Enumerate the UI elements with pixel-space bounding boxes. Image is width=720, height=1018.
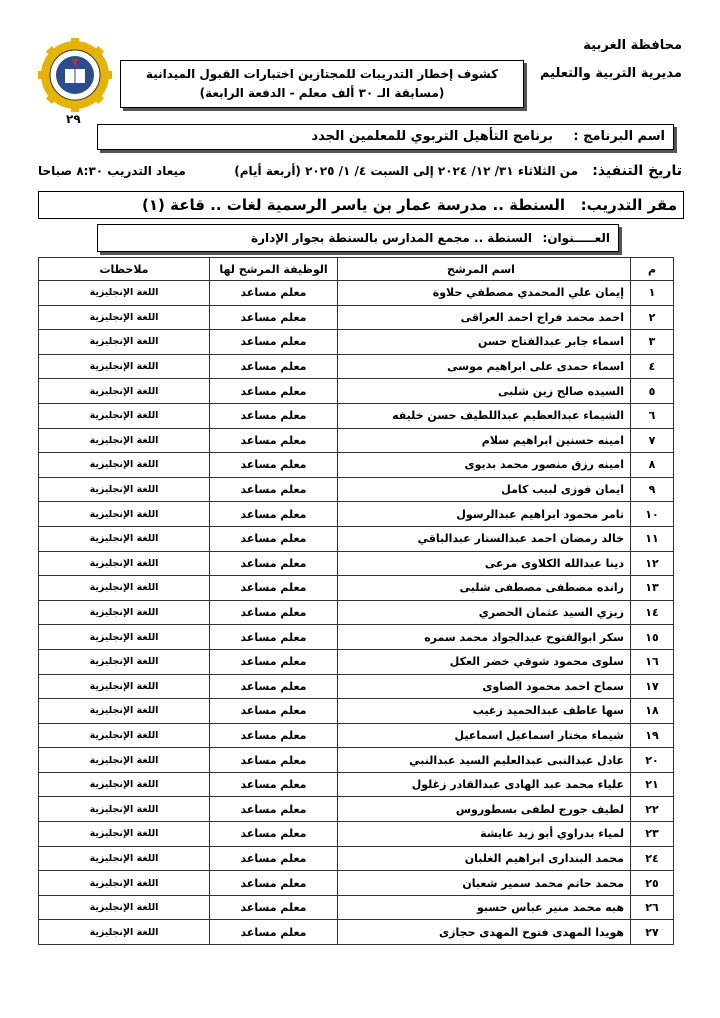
note: اللغة الإنجليزية bbox=[39, 723, 210, 748]
candidate-name: سماح احمد محمود الصاوى bbox=[338, 674, 631, 699]
note: اللغة الإنجليزية bbox=[39, 920, 210, 945]
row-number: ٢ bbox=[631, 305, 674, 330]
table-row bbox=[39, 649, 674, 674]
governorate-name: محافظة الغربية bbox=[583, 38, 682, 53]
position: معلم مساعد bbox=[210, 822, 338, 847]
table-row bbox=[39, 822, 674, 847]
header-notes: ملاحظات bbox=[39, 258, 210, 281]
position: معلم مساعد bbox=[210, 625, 338, 650]
position: معلم مساعد bbox=[210, 895, 338, 920]
row-number: ١٢ bbox=[631, 551, 674, 576]
row-number: ٢١ bbox=[631, 772, 674, 797]
candidate-name: ايمان فوزى لبيب كامل bbox=[338, 477, 631, 502]
note: اللغة الإنجليزية bbox=[39, 379, 210, 404]
table-row bbox=[39, 453, 674, 478]
row-number: ١٠ bbox=[631, 502, 674, 527]
position: معلم مساعد bbox=[210, 477, 338, 502]
row-number: ٢٠ bbox=[631, 748, 674, 773]
position: معلم مساعد bbox=[210, 699, 338, 724]
row-number: ١٣ bbox=[631, 576, 674, 601]
note: اللغة الإنجليزية bbox=[39, 281, 210, 306]
note: اللغة الإنجليزية bbox=[39, 502, 210, 527]
row-number: ٩ bbox=[631, 477, 674, 502]
note: اللغة الإنجليزية bbox=[39, 551, 210, 576]
candidate-name: عادل عبدالنبى عبدالعليم السيد عبدالنبي bbox=[338, 748, 631, 773]
note: اللغة الإنجليزية bbox=[39, 330, 210, 355]
candidate-name: امينه رزق منصور محمد بديوى bbox=[338, 453, 631, 478]
table-row bbox=[39, 305, 674, 330]
training-time: ميعاد التدريب ٨:٣٠ صباحا bbox=[38, 164, 186, 178]
candidates-table bbox=[38, 257, 674, 945]
position: معلم مساعد bbox=[210, 551, 338, 576]
candidate-name: إيمان علي المحمدي مصطفي حلاوة bbox=[338, 281, 631, 306]
note: اللغة الإنجليزية bbox=[39, 600, 210, 625]
position: معلم مساعد bbox=[210, 871, 338, 896]
note: اللغة الإنجليزية bbox=[39, 305, 210, 330]
position: معلم مساعد bbox=[210, 600, 338, 625]
row-number: ٢٤ bbox=[631, 846, 674, 871]
note: اللغة الإنجليزية bbox=[39, 674, 210, 699]
table-row bbox=[39, 428, 674, 453]
table-row bbox=[39, 723, 674, 748]
candidate-name: زيزي السيد عثمان الحصري bbox=[338, 600, 631, 625]
candidate-name: شيماء مختار اسماعيل اسماعيل bbox=[338, 723, 631, 748]
table-row bbox=[39, 600, 674, 625]
document-title: كشوف إخطار التدريبات للمجتازين اختبارات القبول الميدانية bbox=[145, 67, 499, 81]
position: معلم مساعد bbox=[210, 674, 338, 699]
note: اللغة الإنجليزية bbox=[39, 699, 210, 724]
place-label: مقر التدريب: bbox=[580, 196, 677, 214]
note: اللغة الإنجليزية bbox=[39, 403, 210, 428]
candidate-name: رانده مصطفى مصطفى شلبى bbox=[338, 576, 631, 601]
candidate-name: خالد رمضان احمد عبدالستار عبدالباقي bbox=[338, 526, 631, 551]
candidate-name: محمد البندارى ابراهيم الغلبان bbox=[338, 846, 631, 871]
position: معلم مساعد bbox=[210, 649, 338, 674]
position: معلم مساعد bbox=[210, 846, 338, 871]
candidate-name: السيده صالح زين شلبى bbox=[338, 379, 631, 404]
document-subtitle: (مسابقة الـ ٣٠ ألف معلم - الدفعة الرابعة) bbox=[199, 86, 445, 100]
position: معلم مساعد bbox=[210, 502, 338, 527]
candidate-name: سكر ابوالفتوح عبدالجواد محمد سمره bbox=[338, 625, 631, 650]
row-number: ١٤ bbox=[631, 600, 674, 625]
execution-dates: من الثلاثاء ٣١/ ١٢/ ٢٠٢٤ إلى السبت ٤/ ١/ ٢٠٢٥ (أربعة أيام) bbox=[234, 164, 578, 178]
note: اللغة الإنجليزية bbox=[39, 526, 210, 551]
note: اللغة الإنجليزية bbox=[39, 846, 210, 871]
position: معلم مساعد bbox=[210, 305, 338, 330]
position: معلم مساعد bbox=[210, 772, 338, 797]
note: اللغة الإنجليزية bbox=[39, 748, 210, 773]
row-number: ٣ bbox=[631, 330, 674, 355]
table-row bbox=[39, 576, 674, 601]
program-value: برنامج التأهيل التربوي للمعلمين الجدد bbox=[311, 129, 553, 144]
table-row bbox=[39, 379, 674, 404]
position: معلم مساعد bbox=[210, 281, 338, 306]
candidate-name: الشيماء عبدالعظيم عبداللطيف حسن خليفه bbox=[338, 403, 631, 428]
note: اللغة الإنجليزية bbox=[39, 871, 210, 896]
table-row bbox=[39, 772, 674, 797]
candidate-name: سلوى محمود شوقي خضر العكل bbox=[338, 649, 631, 674]
table-row bbox=[39, 699, 674, 724]
row-number: ٢٧ bbox=[631, 920, 674, 945]
row-number: ١٩ bbox=[631, 723, 674, 748]
table-row bbox=[39, 526, 674, 551]
position: معلم مساعد bbox=[210, 403, 338, 428]
note: اللغة الإنجليزية bbox=[39, 477, 210, 502]
program-label: اسم البرنامج : bbox=[573, 129, 665, 144]
candidate-name: محمد حاتم محمد سمير شعبان bbox=[338, 871, 631, 896]
position: معلم مساعد bbox=[210, 379, 338, 404]
candidate-name: لطيف جورج لطفى بسطوروس bbox=[338, 797, 631, 822]
row-number: ٤ bbox=[631, 354, 674, 379]
table-row bbox=[39, 477, 674, 502]
table-row bbox=[39, 895, 674, 920]
table-row bbox=[39, 330, 674, 355]
table-row bbox=[39, 551, 674, 576]
row-number: ١٧ bbox=[631, 674, 674, 699]
page-number: ٢٩ bbox=[66, 112, 81, 126]
position: معلم مساعد bbox=[210, 723, 338, 748]
candidate-name: هبه محمد منير عباس حسبو bbox=[338, 895, 631, 920]
note: اللغة الإنجليزية bbox=[39, 428, 210, 453]
address-box bbox=[97, 224, 619, 252]
row-number: ٦ bbox=[631, 403, 674, 428]
row-number: ٢٢ bbox=[631, 797, 674, 822]
table-row bbox=[39, 920, 674, 945]
note: اللغة الإنجليزية bbox=[39, 895, 210, 920]
position: معلم مساعد bbox=[210, 748, 338, 773]
note: اللغة الإنجليزية bbox=[39, 453, 210, 478]
place-value: السنطة .. مدرسة عمار بن ياسر الرسمية لغات .. قاعة (١) bbox=[142, 196, 565, 214]
row-number: ٥ bbox=[631, 379, 674, 404]
row-number: ١ bbox=[631, 281, 674, 306]
row-number: ١١ bbox=[631, 526, 674, 551]
header-candidate-name: اسم المرشح bbox=[338, 258, 631, 281]
table-header-row bbox=[39, 258, 674, 281]
position: معلم مساعد bbox=[210, 576, 338, 601]
candidate-name: دينا عبدالله الكلاوى مرعى bbox=[338, 551, 631, 576]
row-number: ٢٣ bbox=[631, 822, 674, 847]
note: اللغة الإنجليزية bbox=[39, 625, 210, 650]
address-value: السنطة .. مجمع المدارس بالسنطة بجوار الإدارة bbox=[251, 231, 532, 245]
candidate-name: هويدا المهدى فتوح المهدى حجازى bbox=[338, 920, 631, 945]
document-title-box bbox=[120, 60, 524, 108]
row-number: ٧ bbox=[631, 428, 674, 453]
row-number: ١٦ bbox=[631, 649, 674, 674]
table-row bbox=[39, 674, 674, 699]
table-row bbox=[39, 354, 674, 379]
note: اللغة الإنجليزية bbox=[39, 797, 210, 822]
row-number: ٢٥ bbox=[631, 871, 674, 896]
table-row bbox=[39, 871, 674, 896]
table-row bbox=[39, 797, 674, 822]
row-number: ١٥ bbox=[631, 625, 674, 650]
candidate-name: اسماء جابر عبدالفتاح حسن bbox=[338, 330, 631, 355]
header-position: الوظيفة المرشح لها bbox=[210, 258, 338, 281]
note: اللغة الإنجليزية bbox=[39, 649, 210, 674]
row-number: ١٨ bbox=[631, 699, 674, 724]
candidate-name: تامر محمود ابراهيم عبدالرسول bbox=[338, 502, 631, 527]
note: اللغة الإنجليزية bbox=[39, 354, 210, 379]
address-label: العـــــنوان: bbox=[542, 231, 610, 245]
table-row bbox=[39, 281, 674, 306]
position: معلم مساعد bbox=[210, 428, 338, 453]
note: اللغة الإنجليزية bbox=[39, 772, 210, 797]
position: معلم مساعد bbox=[210, 453, 338, 478]
table-row bbox=[39, 403, 674, 428]
candidate-name: اسماء حمدى على ابراهيم موسى bbox=[338, 354, 631, 379]
position: معلم مساعد bbox=[210, 330, 338, 355]
execution-label: تاريخ التنفيذ: bbox=[592, 163, 682, 179]
position: معلم مساعد bbox=[210, 797, 338, 822]
execution-row bbox=[38, 160, 682, 182]
note: اللغة الإنجليزية bbox=[39, 822, 210, 847]
table-row bbox=[39, 625, 674, 650]
table-row bbox=[39, 846, 674, 871]
program-box bbox=[97, 124, 674, 150]
candidate-name: احمد محمد فراج احمد العراقى bbox=[338, 305, 631, 330]
row-number: ٢٦ bbox=[631, 895, 674, 920]
ministry-logo bbox=[38, 38, 112, 112]
directorate-name: مديرية التربية والتعليم bbox=[539, 66, 682, 81]
row-number: ٨ bbox=[631, 453, 674, 478]
table-row bbox=[39, 748, 674, 773]
table-row bbox=[39, 502, 674, 527]
position: معلم مساعد bbox=[210, 354, 338, 379]
position: معلم مساعد bbox=[210, 920, 338, 945]
training-place-box bbox=[38, 191, 684, 219]
candidate-name: علياء محمد عبد الهادى عبدالقادر زغلول bbox=[338, 772, 631, 797]
candidate-name: لمياء بدراوي أبو زيد عايشة bbox=[338, 822, 631, 847]
note: اللغة الإنجليزية bbox=[39, 576, 210, 601]
candidate-name: امينه حسنين ابراهيم سلام bbox=[338, 428, 631, 453]
header-number: م bbox=[631, 258, 674, 281]
position: معلم مساعد bbox=[210, 526, 338, 551]
candidate-name: سها عاطف عبدالحميد زغيب bbox=[338, 699, 631, 724]
